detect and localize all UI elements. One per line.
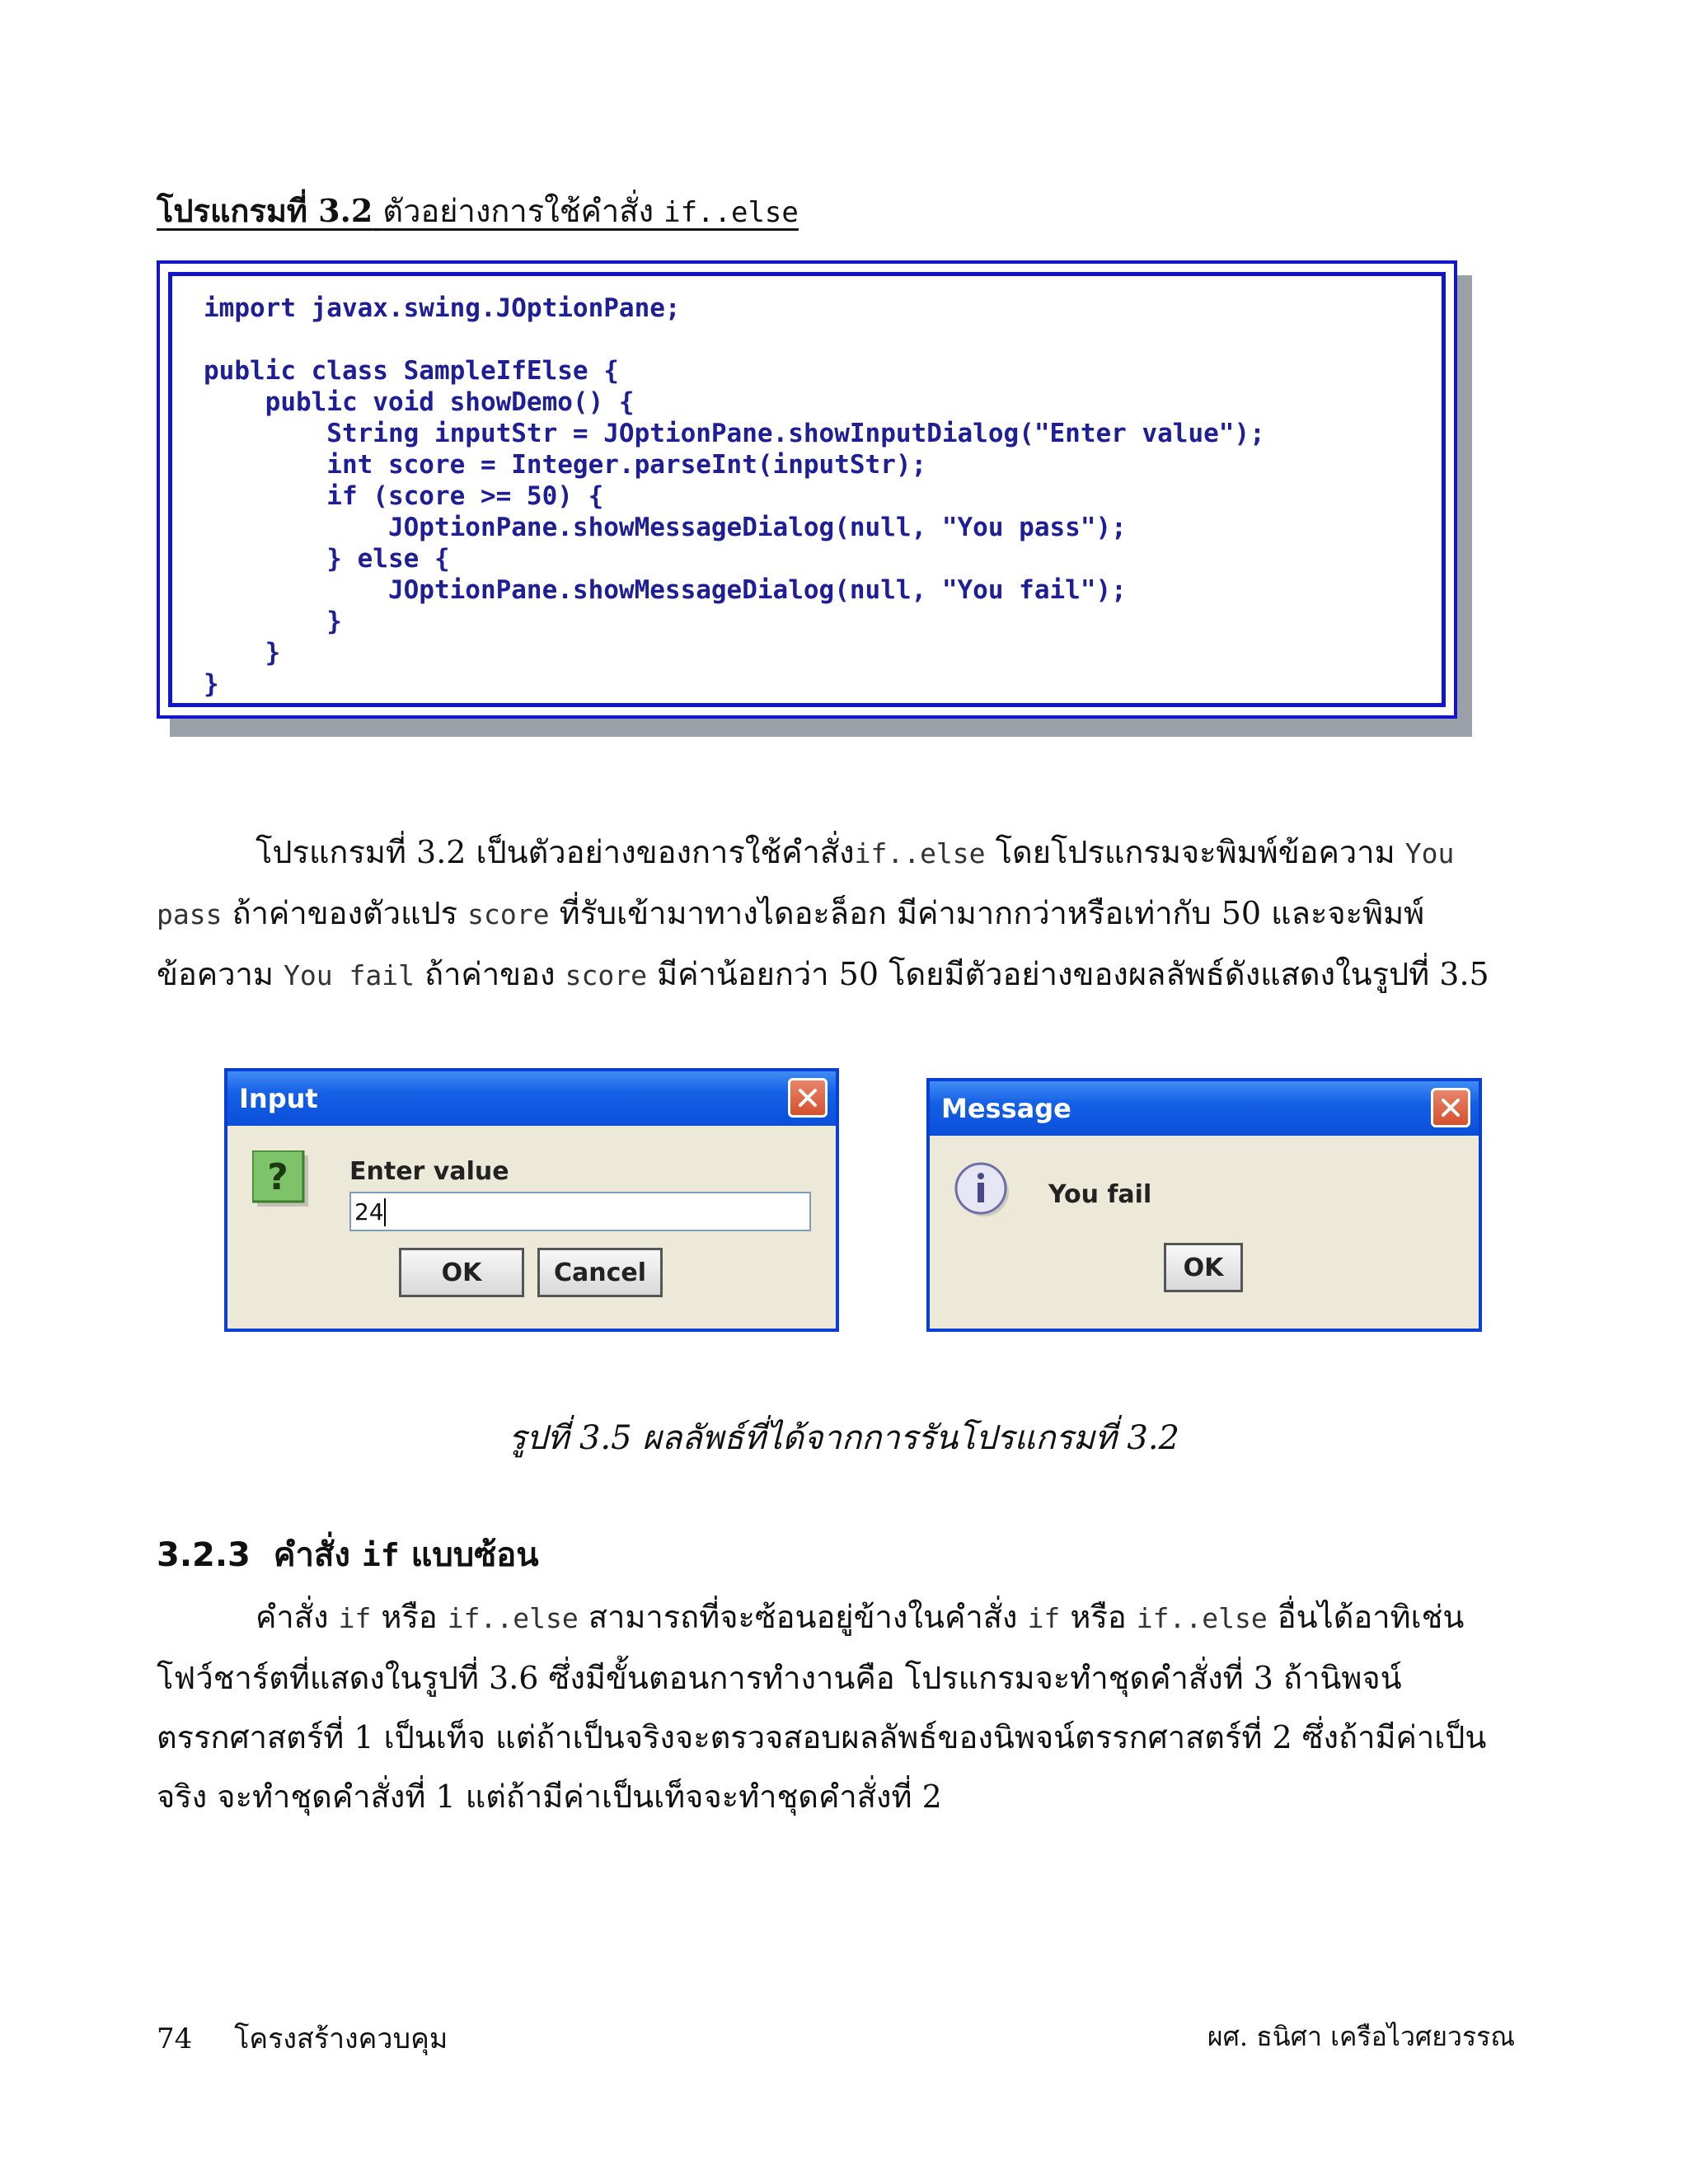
ok-button[interactable]: OK (1164, 1243, 1243, 1292)
input-dialog-titlebar[interactable] (227, 1071, 836, 1126)
para2-text: หรือ (371, 1599, 448, 1635)
code-line: public class SampleIfElse { (204, 356, 619, 386)
section-heading (157, 1528, 539, 1581)
program-heading-text: ตัวอย่างการใช้คำสั่ง (382, 193, 654, 229)
para1-text: ถ้าค่าของ (414, 956, 565, 992)
paragraph-nested-if (157, 1587, 1525, 1826)
close-icon (1441, 1098, 1461, 1118)
message-dialog-titlebar[interactable] (930, 1081, 1479, 1136)
code-box (157, 260, 1457, 719)
question-icon (252, 1151, 310, 1208)
code-line: } (204, 638, 281, 668)
para1-text: ที่รับเข้ามาทางไดอะล็อก มีค่ามากกว่าหรือเท่ากับ 50 และจะพิมพ์ข้อความ (157, 895, 1425, 992)
program-heading-code: if..else (663, 196, 799, 229)
para2-code: if..else (447, 1602, 579, 1634)
info-icon (953, 1160, 1012, 1220)
para2-code: if (1027, 1602, 1061, 1634)
cancel-button[interactable]: Cancel (537, 1248, 663, 1297)
author-name: ผศ. ธนิศา เครือไวศยวรรณ (1207, 2021, 1515, 2052)
section-title-text: คำสั่ง (273, 1536, 350, 1574)
chapter-name: โครงสร้างควบคุม (234, 2022, 448, 2055)
para1-code: score (565, 959, 647, 991)
value-input-text: 24 (354, 1198, 384, 1226)
svg-text:?: ? (267, 1156, 288, 1198)
code-line: JOptionPane.showMessageDialog(null, "You pass"); (204, 513, 1127, 542)
text-cursor (384, 1198, 386, 1226)
page-number: 74 (157, 2022, 193, 2055)
paragraph-program-description (157, 823, 1525, 1005)
input-dialog (224, 1068, 839, 1332)
code-line: if (score >= 50) { (204, 481, 604, 511)
code-line: import javax.swing.JOptionPane; (204, 293, 681, 323)
para2-code: if..else (1136, 1602, 1268, 1634)
ok-button[interactable]: OK (399, 1248, 524, 1297)
code-box-frame (168, 272, 1446, 707)
para1-code: You fail (284, 959, 415, 991)
message-dialog-close-button[interactable] (1431, 1088, 1470, 1127)
para2-text: คำสั่ง (256, 1599, 339, 1635)
para1-code: if..else (854, 837, 986, 869)
para2-text: อื่นได้อาทิเช่น โฟว์ชาร์ตที่แสดงในรูปที่ 3.6 ซึ่งมีขั้นตอนการทำงานคือ โปรแกรมจะทำชุดคำสั่งที่ 3 ถ้านิพจน์ตรรกศาสตร์ที่ 1 เป็นเท็จ แต่ถ้าเป็นจริงจะตรวจสอบผลลัพธ์ของนิพจน์ตรรกศาสตร์ที่ 2 ซึ่งถ้ามีค่าเป็นจริง จะทำชุดคำสั่งที่ 1 แต่ถ้ามีค่าเป็นเท็จจะทำชุดคำสั่งที่ 2 (157, 1599, 1487, 1815)
input-prompt-label: Enter value (349, 1157, 509, 1186)
section-title-code: if (361, 1537, 400, 1573)
section-number: 3.2.3 (157, 1536, 251, 1574)
program-label: โปรแกรมที่ 3.2 (157, 192, 373, 229)
figure-caption: รูปที่ 3.5 ผลลัพธ์ที่ได้จากการรันโปรแกรมที่ 3.2 (508, 1419, 1179, 1457)
input-dialog-title: Input (239, 1083, 318, 1114)
program-heading (157, 186, 799, 237)
para1-text: โดยโปรแกรมจะพิมพ์ข้อความ (985, 834, 1405, 870)
para1-code: score (467, 898, 550, 930)
code-line (204, 324, 1265, 355)
value-input-field[interactable] (349, 1192, 811, 1231)
para1-text: มีค่าน้อยกว่า 50 โดยมีตัวอย่างของผลลัพธ์ดังแสดงในรูปที่ 3.5 (646, 956, 1489, 992)
code-line: } (204, 669, 219, 699)
code-line: String inputStr = JOptionPane.showInputDialog("Enter value"); (204, 419, 1265, 448)
input-dialog-close-button[interactable] (788, 1078, 828, 1118)
code-line: public void showDemo() { (204, 387, 635, 417)
code-line: JOptionPane.showMessageDialog(null, "You fail"); (204, 575, 1127, 605)
code-line: } (204, 607, 342, 636)
para1-code: You pass (157, 837, 1455, 930)
code-line: int score = Integer.parseInt(inputStr); (204, 450, 927, 480)
para2-text: หรือ (1060, 1599, 1137, 1635)
message-dialog (926, 1078, 1482, 1332)
message-text: You fail (1048, 1180, 1152, 1209)
para1-text: ถ้าค่าของตัวแปร (222, 895, 468, 931)
close-icon (798, 1088, 818, 1108)
para1-text: โปรแกรมที่ 3.2 เป็นตัวอย่างของการใช้คำสั่ง (256, 834, 855, 870)
code-line: } else { (204, 544, 450, 574)
para2-text: สามารถที่จะซ้อนอยู่ข้างในคำสั่ง (578, 1599, 1028, 1635)
code-listing (204, 293, 1265, 700)
page-footer-left (157, 2016, 448, 2060)
message-dialog-title: Message (941, 1093, 1071, 1124)
section-title-text: แบบซ้อน (410, 1536, 539, 1574)
para2-code: if (338, 1602, 372, 1634)
